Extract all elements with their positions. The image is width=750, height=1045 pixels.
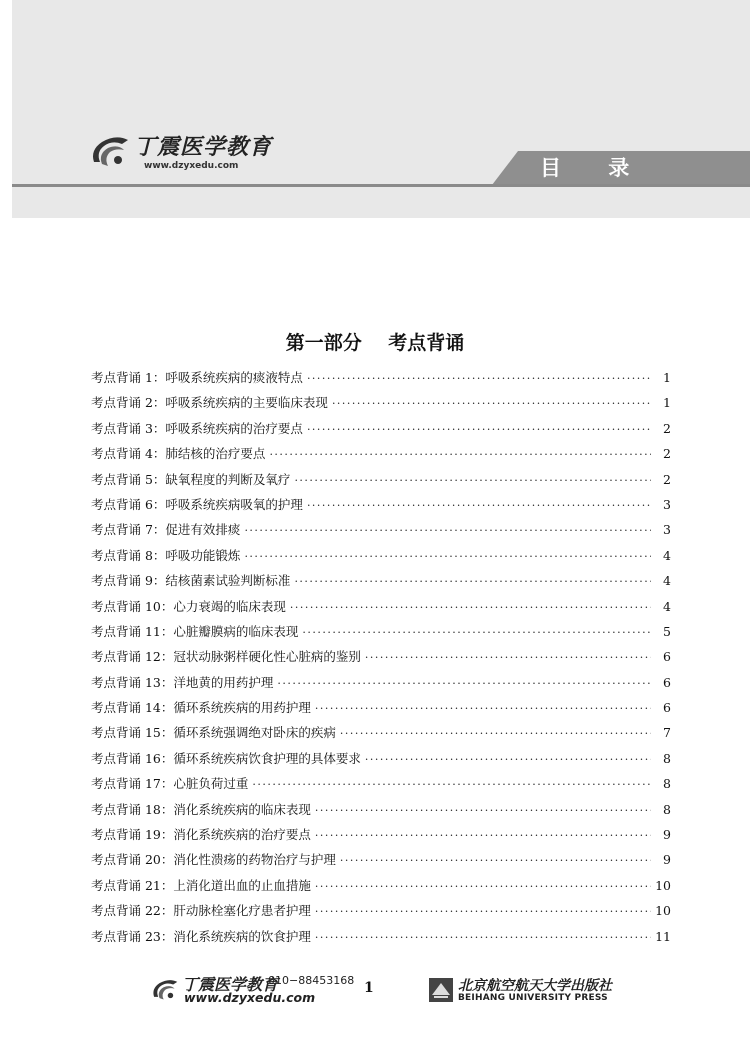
toc-label: 考点背诵 6：呼吸系统疾病吸氧的护理: [91, 496, 303, 512]
toc-item[interactable]: [91, 800, 671, 825]
toc-label: 考点背诵 16：循环系统疾病饮食护理的具体要求: [91, 750, 361, 766]
toc-page: 10: [655, 877, 671, 893]
toc-page: 1: [663, 370, 671, 385]
press-emblem-icon: [428, 977, 454, 1003]
toc-page: 9: [663, 852, 671, 868]
dot-leader: [332, 397, 651, 410]
footer-logo-title: 丁震医学教育: [182, 975, 279, 994]
toc-item[interactable]: [91, 495, 671, 520]
toc-page: 10: [655, 903, 671, 919]
toc-label: 考点背诵 9：结核菌素试验判断标准: [91, 573, 291, 589]
dot-leader: [365, 753, 651, 766]
toc-page: 8: [663, 750, 671, 766]
toc-page: 7: [663, 725, 671, 741]
toc-item[interactable]: [91, 622, 671, 647]
dot-leader: [307, 423, 651, 436]
toc-label: 考点背诵 21：上消化道出血的止血措施: [91, 877, 311, 893]
toc-label: 考点背诵 20：消化性溃疡的药物治疗与护理: [91, 852, 336, 868]
dot-leader: [307, 499, 651, 512]
toc-label: 考点背诵 12：冠状动脉粥样硬化性心脏病的鉴别: [91, 649, 361, 665]
toc-item[interactable]: [91, 927, 671, 952]
toc-label: 考点背诵 4：肺结核的治疗要点: [91, 446, 266, 462]
toc-item[interactable]: [91, 774, 671, 799]
dot-leader: [269, 448, 651, 461]
dot-leader: [244, 524, 651, 537]
dot-leader: [315, 880, 651, 893]
dot-leader: [340, 854, 651, 867]
toc-page: 2: [663, 471, 671, 487]
logo-url: www.dzyxedu.com: [144, 161, 239, 171]
toc-item[interactable]: [91, 597, 671, 622]
dot-leader: [315, 702, 651, 715]
footer-phone: 010−88453168: [268, 974, 355, 987]
toc-label: 考点背诵 3：呼吸系统疾病的治疗要点: [91, 420, 303, 436]
toc-label: 考点背诵 13：洋地黄的用药护理: [91, 674, 274, 690]
toc-page: 6: [663, 674, 671, 690]
toc-page: 2: [663, 420, 671, 436]
dot-leader: [294, 575, 651, 588]
page-number: 1: [364, 980, 374, 996]
toc-label: 考点背诵 14：循环系统疾病的用药护理: [91, 700, 311, 716]
toc-page: 8: [663, 801, 671, 817]
toc-item[interactable]: [91, 876, 671, 901]
toc-label: 考点背诵 11：心脏瓣膜病的临床表现: [91, 623, 299, 639]
logo-title: 丁震医学教育: [134, 134, 273, 160]
toc-label: 考点背诵 7：促进有效排痰: [91, 522, 241, 538]
dot-leader: [294, 474, 651, 487]
toc-item[interactable]: [91, 470, 671, 495]
dot-leader: [302, 626, 651, 639]
toc-label: 考点背诵 15：循环系统强调绝对卧床的疾病: [91, 725, 336, 741]
dot-leader: [290, 601, 651, 614]
toc-label: 考点背诵 5：缺氧程度的判断及氧疗: [91, 471, 291, 487]
toc-item[interactable]: [91, 546, 671, 571]
toc-page: 3: [663, 496, 671, 512]
section-title: 目 录: [540, 156, 650, 180]
toc-item[interactable]: [91, 571, 671, 596]
toc-label: 考点背诵 1：呼吸系统疾病的痰液特点: [91, 370, 303, 385]
dot-leader: [244, 550, 651, 563]
toc-item[interactable]: [91, 647, 671, 672]
toc-item[interactable]: [91, 850, 671, 875]
toc-page: 8: [663, 776, 671, 792]
dz-logo-icon: [88, 132, 132, 172]
dot-leader: [307, 372, 651, 385]
publisher-logo: [88, 128, 288, 180]
toc-label: 考点背诵 8：呼吸功能锻炼: [91, 547, 241, 563]
dot-leader: [340, 727, 651, 740]
footer-url: www.dzyxedu.com: [184, 990, 316, 1005]
dot-leader: [315, 804, 651, 817]
press-logo: [428, 975, 618, 1007]
toc-list: [91, 368, 671, 952]
toc-page: 3: [663, 522, 671, 538]
toc-item[interactable]: [91, 673, 671, 698]
toc-item[interactable]: [91, 419, 671, 444]
toc-item[interactable]: [91, 393, 671, 418]
toc-item[interactable]: [91, 825, 671, 850]
toc-page: 2: [663, 446, 671, 462]
toc-label: 考点背诵 2：呼吸系统疾病的主要临床表现: [91, 395, 328, 411]
toc-item[interactable]: [91, 368, 671, 393]
toc-item[interactable]: [91, 444, 671, 469]
dot-leader: [315, 905, 651, 918]
toc-label: 考点背诵 18：消化系统疾病的临床表现: [91, 801, 311, 817]
toc-page: 4: [663, 573, 671, 589]
dot-leader: [315, 931, 651, 944]
toc-page: 4: [663, 547, 671, 563]
toc-page: 11: [655, 928, 671, 944]
toc-page: 9: [663, 827, 671, 843]
toc-item[interactable]: [91, 698, 671, 723]
toc-page: 5: [663, 623, 671, 639]
toc-item[interactable]: [91, 749, 671, 774]
toc-label: 考点背诵 23：消化系统疾病的饮食护理: [91, 928, 311, 944]
part-title: 第一部分 考点背诵: [285, 332, 465, 354]
toc-page: 6: [663, 649, 671, 665]
toc-page: 4: [663, 598, 671, 614]
toc-label: 考点背诵 22：肝动脉栓塞化疗患者护理: [91, 903, 311, 919]
toc-item[interactable]: [91, 723, 671, 748]
dot-leader: [315, 829, 651, 842]
toc-item[interactable]: [91, 520, 671, 545]
press-name: 北京航空航天大学出版社: [458, 978, 612, 994]
toc-page: 6: [663, 700, 671, 716]
footer-logo: [150, 972, 370, 1008]
toc-label: 考点背诵 19：消化系统疾病的治疗要点: [91, 827, 311, 843]
press-name-en: BEIHANG UNIVERSITY PRESS: [458, 993, 608, 1003]
dot-leader: [252, 778, 651, 791]
toc-page: 1: [663, 395, 671, 411]
dot-leader: [277, 677, 651, 690]
toc-item[interactable]: [91, 901, 671, 926]
toc-label: 考点背诵 17：心脏负荷过重: [91, 776, 249, 792]
dz-logo-icon: [150, 976, 180, 1004]
dot-leader: [365, 651, 651, 664]
toc-label: 考点背诵 10：心力衰竭的临床表现: [91, 598, 286, 614]
